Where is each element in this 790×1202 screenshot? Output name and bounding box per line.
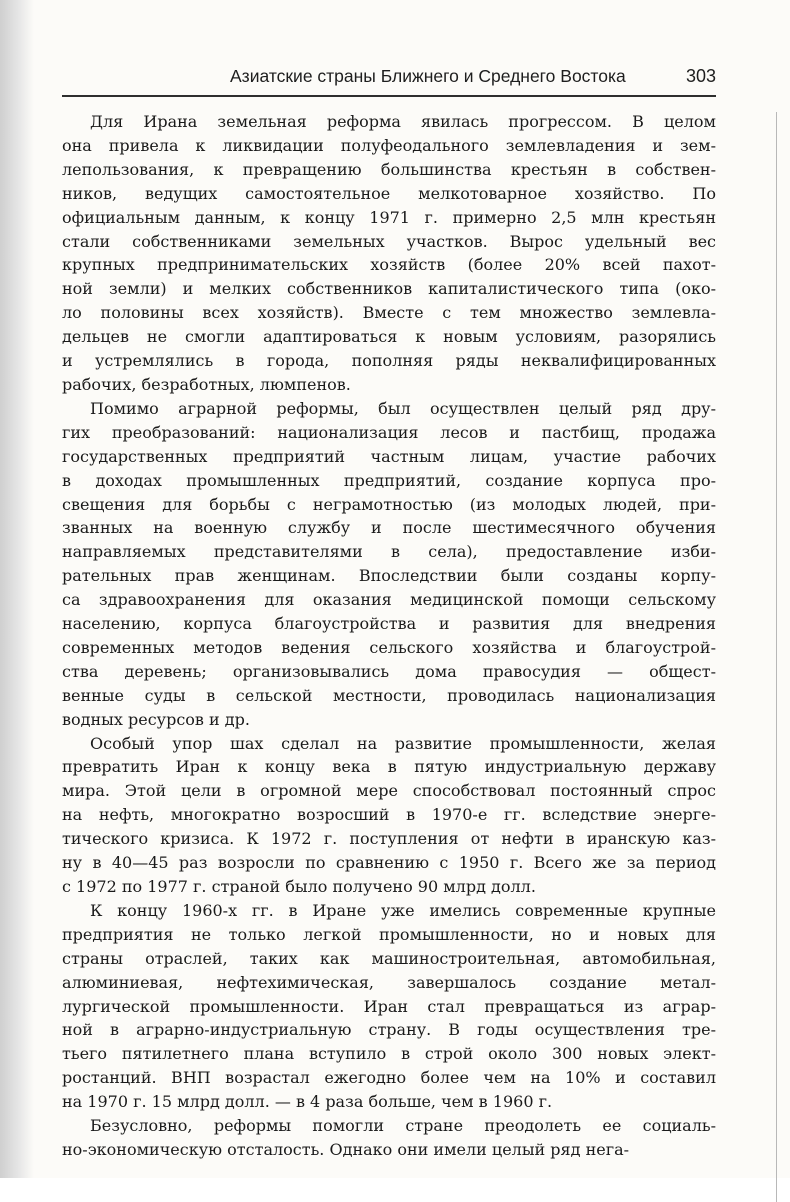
text-line: официальным данным, к концу 1971 г. примерно 2,5 млн крестьян (62, 207, 716, 227)
text-line: с 1972 по 1977 г. страной было получено 90 млрд долл. (62, 877, 536, 896)
text-line: ростанций. ВНП возрастал ежегодно более чем на 10% и составил (62, 1068, 716, 1088)
running-header (230, 66, 716, 90)
text-line: водных ресурсов и др. (62, 709, 250, 729)
text-line: предприятия не только легкой промышленности, но и новых для (62, 924, 716, 944)
text-line: рательных прав женщинам. Впоследствии были созданы корпу- (62, 566, 716, 586)
text-line: дельцев не смогли адаптироваться к новым условиям, разорялись (62, 327, 716, 347)
text-line: стали собственниками земельных участков. Вырос удельный вес (62, 231, 716, 251)
paragraph (62, 397, 716, 732)
text-line: К концу 1960-х гг. в Иране уже имелись современные крупные (90, 900, 716, 920)
text-line: страны отраслей, таких как машиностроительная, автомобильная, (62, 948, 716, 968)
text-line: ло половины всех хозяйств). Вместе с тем множество землевла- (62, 303, 716, 323)
text-line: Для Ирана земельная реформа явилась прогрессом. В целом (90, 112, 716, 131)
text-line: населению, корпуса благоустройства и развития для внедрения (62, 614, 716, 634)
text-line: современных методов ведения сельского хозяйства и благоустрой- (62, 637, 716, 657)
paragraph (62, 1114, 716, 1162)
text-line: мира. Этой цели в огромной мере способствовал постоянный спрос (62, 781, 716, 801)
text-line: лепользования, к превращению большинства крестьян в собствен- (62, 159, 716, 179)
text-line: на 1970 г. 15 млрд долл. — в 4 раза больше, чем в 1960 г. (62, 1092, 553, 1112)
paragraph (62, 899, 716, 1114)
text-line: венные суды в сельской местности, проводилась национализация (62, 685, 716, 705)
text-line: Безусловно, реформы помогли стране преодолеть ее социаль- (90, 1116, 716, 1136)
text-line: но-экономическую отсталость. Однако они имели целый ряд нега- (62, 1139, 630, 1159)
body-text (62, 110, 716, 1162)
text-line: гих преобразований: национализация лесов и пастбищ, продажа (62, 422, 716, 442)
text-line: она привела к ликвидации полуфеодального землевладения и зем- (62, 135, 716, 155)
running-header-title: Азиатские страны Ближнего и Среднего Востока (230, 66, 626, 86)
text-line: ной земли) и мелких собственников капиталистического типа (око- (62, 279, 716, 299)
text-line: в доходах промышленных предприятий, создание корпуса про- (62, 470, 716, 490)
text-line: и устремлялись в города, пополняя ряды неквалифицированных (62, 351, 716, 371)
text-line: тического кризиса. К 1972 г. поступления от нефти в иранскую каз- (62, 829, 716, 849)
text-line: званных на военную службу и после шестимесячного обучения (62, 518, 716, 538)
text-line: свещения для борьбы с неграмотностью (из молодых людей, при- (62, 494, 716, 514)
text-line: алюминиевая, нефтехимическая, завершалось создание метал- (62, 972, 716, 992)
paragraph (62, 732, 716, 899)
text-line: са здравоохранения для оказания медицинской помощи сельскому (62, 590, 716, 610)
text-line: рабочих, безработных, люмпенов. (62, 374, 351, 394)
text-line: превратить Иран к концу века в пятую индустриальную державу (62, 757, 716, 777)
text-line: лургической промышленности. Иран стал превращаться из аграр- (62, 996, 716, 1016)
text-line: Особый упор шах сделал на развитие промышленности, желая (90, 733, 716, 753)
scan-shadow-edge (0, 0, 34, 1178)
text-line: ников, ведущих самостоятельное мелкотоварное хозяйство. По (62, 183, 716, 203)
text-line: крупных предпринимательских хозяйств (более 20% всей пахот- (62, 255, 716, 275)
text-line: ну в 40—45 раз возросли по сравнению с 1950 г. Всего же за период (62, 853, 716, 873)
text-line: государственных предприятий частным лицам, участие рабочих (62, 446, 716, 466)
page-edge-line (776, 112, 777, 1202)
text-line: на нефть, многократно возросший в 1970-е гг. вследствие энерге- (62, 805, 716, 825)
text-line: Помимо аграрной реформы, был осуществлен целый ряд дру- (90, 398, 716, 418)
text-line: направляемых представителями в села), предоставление изби- (62, 542, 716, 562)
paragraph (62, 110, 716, 397)
header-rule (62, 95, 716, 97)
page-number: 303 (685, 66, 716, 86)
text-line: тьего пятилетнего плана вступило в строй около 300 новых элект- (62, 1044, 716, 1064)
text-line: ства деревень; организовывались дома правосудия — общест- (62, 661, 716, 681)
text-line: ной в аграрно-индустриальную страну. В годы осуществления тре- (62, 1020, 716, 1040)
